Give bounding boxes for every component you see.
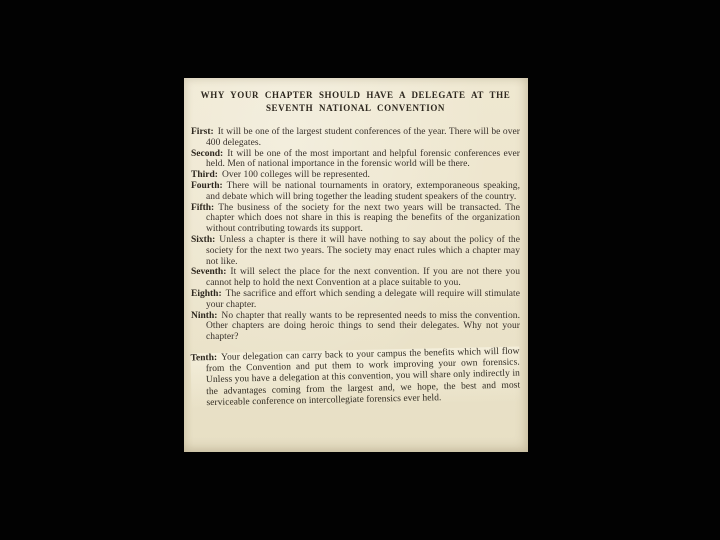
item-label: Fourth:	[191, 180, 223, 191]
item-text: The sacrifice and effort which sending a delegate will require will stimulate your chapter.	[206, 288, 520, 310]
item-text: Unless a chapter is there it will have nothing to say about the policy of the society for the next two years. The society may enact rules which a chapter may not like.	[206, 234, 520, 267]
list-item-third	[191, 170, 520, 181]
item-text: Over 100 colleges will be represented.	[221, 170, 370, 181]
item-label: Sixth:	[191, 234, 216, 245]
item-label: Second:	[191, 148, 224, 159]
list-item-first	[191, 127, 520, 149]
item-text: It will select the place for the next convention. If you are not there you cannot help to hold the next Convention at a place suitable to you.	[206, 267, 520, 289]
title-line-2: SEVENTH NATIONAL CONVENTION	[265, 103, 446, 113]
document-page	[184, 78, 528, 452]
item-label: Eighth:	[191, 288, 222, 299]
document-title	[191, 89, 520, 115]
list-item-fifth	[191, 203, 520, 235]
reason-list	[191, 127, 520, 406]
list-item-seventh	[191, 267, 520, 289]
item-label: Fifth:	[191, 202, 215, 213]
list-item-fourth	[191, 181, 520, 203]
list-item-tenth	[190, 346, 520, 409]
list-item-second	[191, 149, 520, 171]
item-text: The business of the society for the next two years will be transacted. The chapter which does not share in this is reaping the benefits of the organization without contributing towards its support.	[206, 202, 520, 235]
item-label: Tenth:	[190, 352, 218, 364]
item-label: First:	[191, 127, 214, 137]
item-text: No chapter that really wants to be represented needs to miss the convention. Other chapters are doing heroic things to send their delegates. Why not your chapter?	[206, 310, 520, 343]
item-label: Third:	[191, 170, 218, 181]
title-line-1: WHY YOUR CHAPTER SHOULD HAVE A DELEGATE AT THE	[200, 90, 511, 100]
item-text: It will be one of the most important and helpful forensic conferences ever held. Men of national importance in the forensic world will be there.	[206, 148, 520, 170]
item-text: There will be national tournaments in oratory, extemporaneous speaking, and debate which will bring together the leading student speakers of the country.	[206, 180, 520, 202]
item-label: Ninth:	[191, 310, 218, 321]
list-item-ninth	[191, 311, 520, 343]
item-text: It will be one of the largest student conferences of the year. There will be over 400 delegates.	[206, 127, 520, 148]
list-item-sixth	[191, 235, 520, 267]
item-text: Your delegation can carry back to your campus the benefits which will flow from the Convention and put them to work improving your own forensics. Unless you have a delegation at this convention, you will share only indirectly in the advantages coming from the largest and, we hope, the best and most serviceable conference on intercollegiate forensics ever held.	[205, 346, 521, 408]
list-item-eighth	[191, 289, 520, 311]
item-label: Seventh:	[191, 267, 227, 278]
